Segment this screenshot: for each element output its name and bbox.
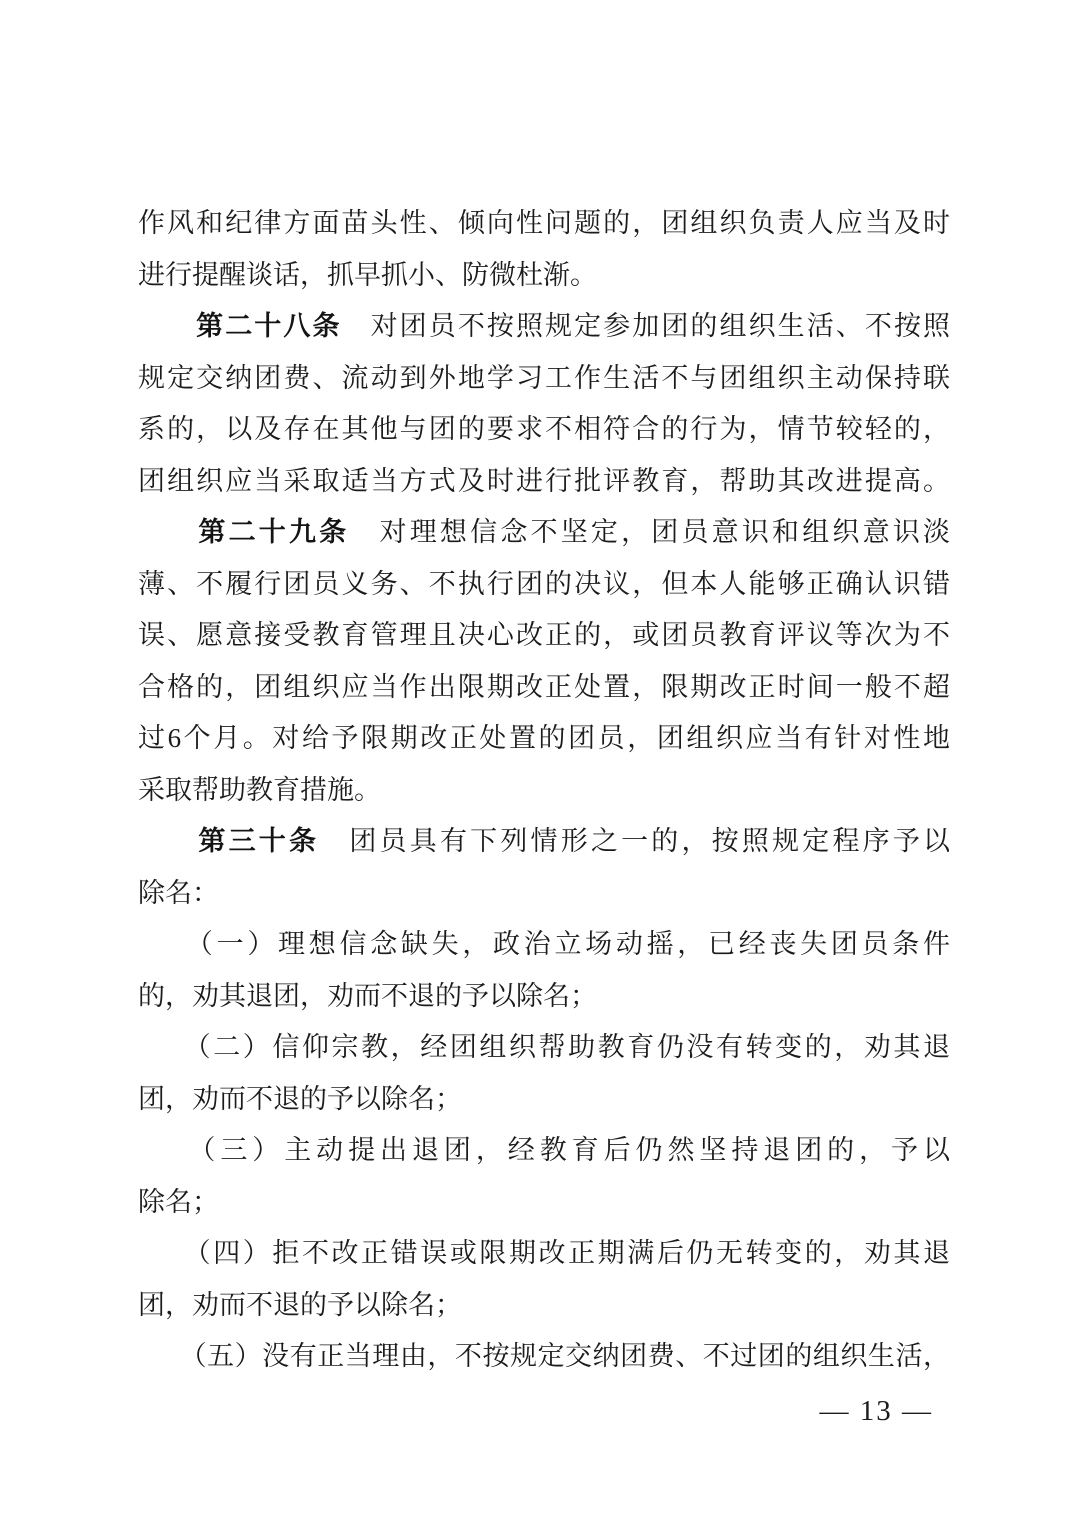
line-text: 团员具有下列情形之一的，按照规定程序予以 (319, 826, 951, 856)
text-line (138, 1022, 950, 1074)
text-line (138, 971, 950, 1023)
text-line (138, 662, 950, 714)
paragraph-indent (138, 826, 198, 856)
line-text: 除名： (138, 877, 219, 908)
line-text: 采取帮助教育措施。 (138, 774, 381, 805)
line-text: （二）信仰宗教，经团组织帮助教育仍没有转变的，劝其退 (138, 1032, 950, 1062)
text-line (138, 559, 950, 611)
line-text: （五）没有正当理由，不按规定交纳团费、不过团的组织生活， (138, 1341, 950, 1371)
line-text: 除名； (138, 1186, 219, 1217)
line-text: 团，劝而不退的予以除名； (138, 1289, 462, 1320)
line-text: 薄、不履行团员义务、不执行团的决议，但本人能够正确认识错 (138, 568, 950, 599)
paragraph-indent (138, 311, 196, 341)
line-text: 合格的，团组织应当作出限期改正处置，限期改正时间一般不超 (138, 671, 950, 702)
article-number: 第三十条 (198, 826, 320, 856)
text-line (138, 456, 950, 508)
article-number: 第二十八条 (196, 311, 342, 341)
line-text: 过6个月。对给予限期改正处置的团员，团组织应当有针对性地 (138, 723, 950, 753)
line-text: 作风和纪律方面苗头性、倾向性问题的，团组织负责人应当及时 (138, 208, 950, 238)
text-line (138, 198, 950, 250)
text-line (138, 1074, 950, 1126)
line-text: （四）拒不改正错误或限期改正期满后仍无转变的，劝其退 (138, 1238, 950, 1268)
text-line (138, 868, 950, 920)
document-content (138, 198, 950, 1383)
paragraph-indent (138, 517, 198, 547)
line-text: 团，劝而不退的予以除名； (138, 1083, 462, 1114)
text-line (138, 610, 950, 662)
line-text: 对团员不按照规定参加团的组织生活、不按照 (341, 311, 951, 341)
text-line (138, 919, 950, 971)
text-line (138, 404, 950, 456)
text-line (138, 1280, 950, 1332)
line-text: 系的，以及存在其他与团的要求不相符合的行为，情节较轻的， (138, 414, 950, 444)
line-text: （一）理想信念缺失，政治立场动摇，已经丧失团员条件 (138, 929, 950, 959)
text-line (138, 713, 950, 765)
line-text: （三）主动提出退团，经教育后仍然坚持退团的，予以 (138, 1135, 950, 1165)
line-text: 规定交纳团费、流动到外地学习工作生活不与团组织主动保持联 (138, 362, 950, 393)
page-number: — 13 — (819, 1395, 933, 1427)
text-line (138, 1331, 950, 1383)
line-text: 进行提醒谈话，抓早抓小、防微杜渐。 (138, 259, 597, 290)
text-line (138, 353, 950, 405)
text-line (138, 507, 950, 559)
article-number: 第二十九条 (198, 517, 350, 547)
line-text: 的，劝其退团，劝而不退的予以除名； (138, 980, 597, 1011)
text-line (138, 765, 950, 817)
line-text: 误、愿意接受教育管理且决心改正的，或团员教育评议等次为不 (138, 620, 950, 650)
text-line (138, 1228, 950, 1280)
text-line (138, 816, 950, 868)
text-line (138, 301, 950, 353)
line-text: 对理想信念不坚定，团员意识和组织意识淡 (349, 517, 951, 547)
text-line (138, 1125, 950, 1177)
text-line (138, 250, 950, 302)
line-text: 团组织应当采取适当方式及时进行批评教育，帮助其改进提高。 (138, 465, 950, 496)
text-line (138, 1177, 950, 1229)
